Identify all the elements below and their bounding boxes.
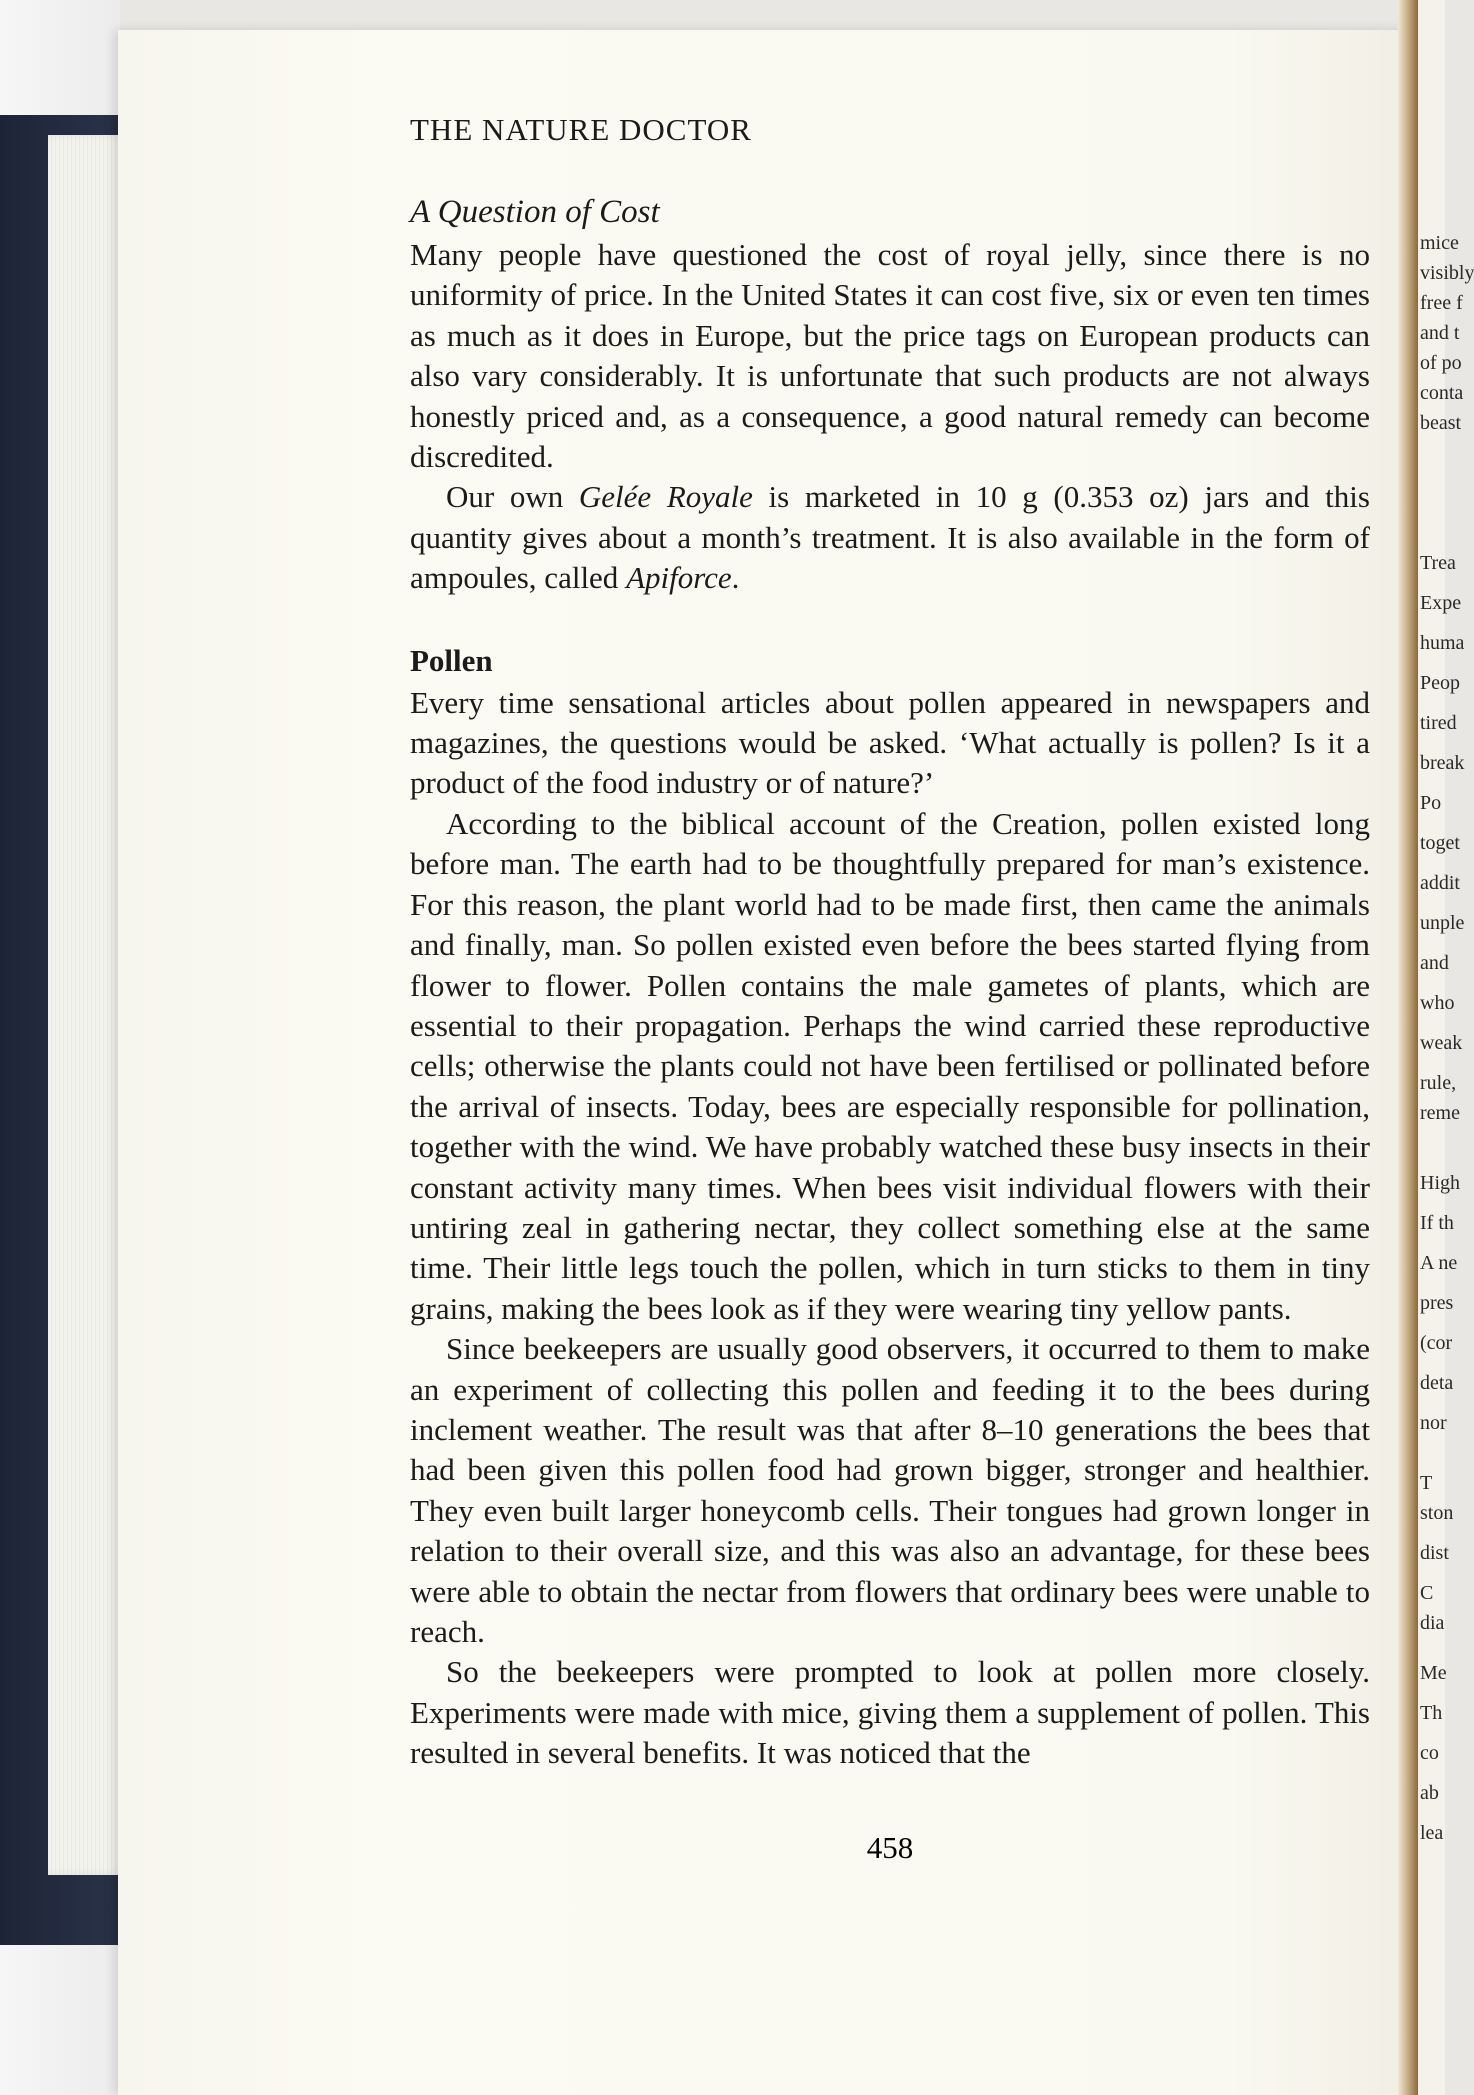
paragraph [410, 477, 1370, 598]
page-edges [48, 135, 128, 1875]
facing-page-fragment: beast [1420, 412, 1462, 434]
product-name: Gelée Royale [578, 479, 753, 515]
facing-page-fragment: T [1420, 1472, 1433, 1494]
facing-page-fragment: Po [1420, 792, 1442, 814]
section-title-cost: A Question of Cost [410, 194, 660, 230]
facing-page-fragment: and t [1420, 322, 1460, 344]
facing-page-fragment: Expe [1420, 592, 1462, 614]
facing-page-fragment: Trea [1420, 552, 1456, 574]
section-title-pollen: Pollen [410, 642, 493, 678]
facing-page-fragment: deta [1420, 1372, 1454, 1394]
facing-page-fragment: visibly [1420, 262, 1474, 284]
facing-page-fragment: dist [1420, 1542, 1449, 1564]
facing-page-fragment: toget [1420, 832, 1460, 854]
text-run: is marketed in 10 g (0.353 oz) jars and this quantity gives about a month’s treatment. It is also available in the form of ampoules, called [410, 479, 1370, 596]
facing-page-fragment: ab [1420, 1782, 1439, 1804]
text-run: . [731, 560, 740, 596]
facing-page-fragment: If th [1420, 1212, 1454, 1234]
facing-page-fragment: pres [1420, 1292, 1454, 1314]
paragraph: So the beekeepers were prompted to look at pollen more closely. Experiments were made with mice, giving them a supplement of pollen. This resulted in several benefits. It was noticed that the [410, 1654, 1370, 1771]
facing-page-fragment: break [1420, 752, 1465, 774]
facing-page-fragment: and [1420, 952, 1449, 974]
page-content [410, 112, 1370, 1774]
facing-page-fragment: C [1420, 1582, 1434, 1604]
facing-page-fragment: (cor [1420, 1332, 1453, 1354]
facing-page-fragment: ston [1420, 1502, 1454, 1524]
facing-page-fragment: nor [1420, 1412, 1447, 1434]
facing-page-fragment: conta [1420, 382, 1464, 404]
facing-page-edge [1418, 0, 1474, 2095]
facing-page-fragment: Me [1420, 1662, 1447, 1684]
paragraph: Many people have questioned the cost of royal jelly, since there is no uniformity of price. In the United States it can cost five, six or even ten times as much as it does in Europe, but the price tags on European products can also vary considerably. It is unfortunate that such products are not always honestly priced and, as a consequence, a good natural remedy can become discredited. [410, 237, 1370, 475]
facing-page-fragment: who [1420, 992, 1455, 1014]
facing-page-fragment: of po [1420, 352, 1462, 374]
text-run: Our own [446, 479, 579, 515]
facing-page-fragment: free f [1420, 292, 1463, 314]
paragraph: Every time sensational articles about pollen appeared in newspapers and magazines, the questions would be asked. ‘What actually is pollen? Is it a product of the food industry or of nature?’ [410, 684, 1370, 801]
facing-page-fragment: Th [1420, 1702, 1443, 1724]
page-number: 458 [866, 1830, 914, 1865]
facing-page-fragment: tired [1420, 712, 1457, 734]
paragraph: According to the biblical account of the Creation, pollen existed long before man. The earth had to be thoughtfully prepared for man’s existence. For this reason, the plant world had to be made first, then came the animals and finally, man. So pollen existed even before the bees started flying from flower to flower. Pollen contains the male gametes of plants, which are essential to their propagation. Perhaps the wind carried these reproductive cells; otherwise the plants could not have been fertilised or pollinated before the arrival of insects. Today, bees are especially responsible for pollination, together with the wind. We have probably watched these busy insects in their constant activity many times. When bees visit individual flowers with their untiring zeal in gathering nectar, they collect something else at the same time. Their little legs touch the pollen, which in turn sticks to them in tiny grains, making the bees look as if they were wearing tiny yellow pants. [410, 805, 1370, 1326]
facing-page-fragment: huma [1420, 632, 1465, 654]
facing-page-fragment: A ne [1420, 1252, 1458, 1274]
facing-page-fragment: weak [1420, 1032, 1463, 1054]
book-gutter [1398, 0, 1418, 2095]
facing-page-fragment: mice [1420, 232, 1459, 254]
paragraph: Since beekeepers are usually good observers, it occurred to them to make an experiment of collecting this pollen and feeding it to the bees during inclement weather. The result was that after 8–10 generations the bees that had been given this pollen food had grown bigger, stronger and healthier. They even built larger honeycomb cells. Their tongues had grown longer in relation to their overall size, and this was also an advantage, for these bees were able to obtain the nectar from flowers that ordinary bees were unable to reach. [410, 1331, 1370, 1649]
product-name: Apiforce [626, 560, 732, 596]
facing-page-fragment: High [1420, 1172, 1460, 1194]
facing-page-fragment: rule, [1420, 1072, 1457, 1094]
facing-page-fragment: Peop [1420, 672, 1460, 694]
facing-page-fragment: co [1420, 1742, 1439, 1764]
facing-page-fragment: lea [1420, 1822, 1444, 1844]
facing-page-fragment: unple [1420, 912, 1465, 934]
facing-page-fragment: addit [1420, 872, 1460, 894]
facing-page-fragment: reme [1420, 1102, 1460, 1124]
running-head: THE NATURE DOCTOR [410, 112, 752, 147]
facing-page-fragment: dia [1420, 1612, 1445, 1634]
